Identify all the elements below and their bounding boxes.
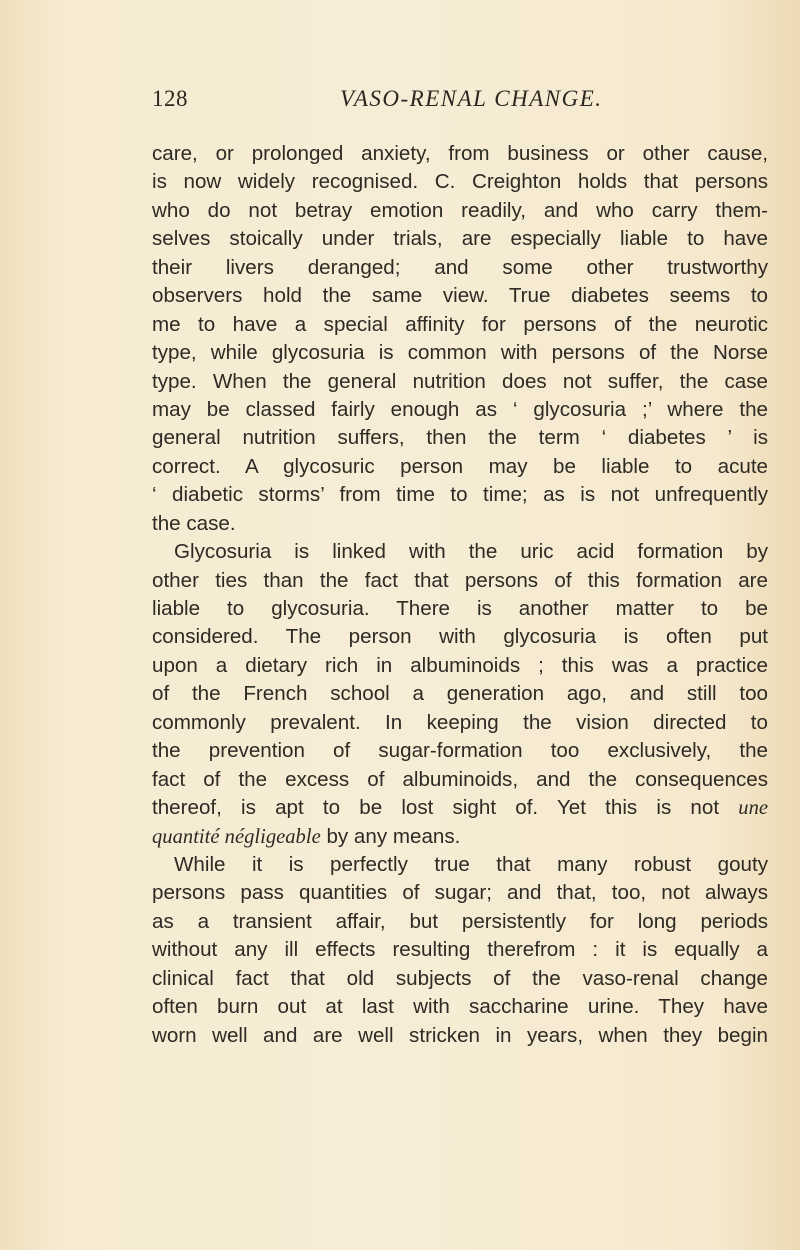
text-line: fact of the excess of albuminoids, and the consequences <box>152 767 768 791</box>
text-line: the prevention of sugar-formation too exclusively, the <box>152 739 768 763</box>
text-line: of the French school a generation ago, and still too <box>152 682 768 706</box>
text-line: liable to glycosuria. There is another matter to be <box>152 597 768 620</box>
text-line: as a transient affair, but persistently for long periods <box>152 909 768 933</box>
paragraph-start-line: Glycosuria is linked with the uric acid formation by <box>174 540 768 564</box>
text-line: may be classed fairly enough as ‘ glycosuria ;’ where the <box>152 397 768 421</box>
text-line: often burn out at last with saccharine urine. They have <box>152 995 768 1019</box>
running-title: VASO-RENAL CHANGE. <box>340 86 603 111</box>
text-line: commonly prevalent. In keeping the vision directed to <box>152 710 768 734</box>
text-line: is now widely recognised. C. Creighton holds that persons <box>152 170 768 194</box>
text-line: the case. <box>152 511 236 535</box>
text-line: persons pass quantities of sugar; and that, too, not always <box>152 881 768 905</box>
text-line: type, while glycosuria is common with persons of the Norse <box>152 341 768 365</box>
text-line: me to have a special affinity for persons of the neurotic <box>152 312 768 336</box>
text-segment: by any means. <box>326 824 461 848</box>
text-line: type. When the general nutrition does not suffer, the case <box>152 369 768 393</box>
italic-phrase: une <box>738 797 768 820</box>
text-line: without any ill effects resulting therefrom : it is equally a <box>152 938 768 962</box>
text-line: correct. A glycosuric person may be liable to acute <box>152 454 768 478</box>
text-line: their livers deranged; and some other trustworthy <box>152 255 768 279</box>
text-line: care, or prolonged anxiety, from business or other cause, <box>152 142 768 165</box>
text-line <box>152 794 768 822</box>
paragraph-start-line: While it is perfectly true that many robust gouty <box>174 852 768 876</box>
text-line: upon a dietary rich in albuminoids ; this was a practice <box>152 653 768 677</box>
text-line: general nutrition suffers, then the term ‘ diabetes ’ is <box>152 426 768 450</box>
text-line: selves stoically under trials, are especially liable to have <box>152 227 768 251</box>
italic-phrase: quantité négligeable <box>152 825 321 848</box>
text-line: observers hold the same view. True diabetes seems to <box>152 284 768 308</box>
text-line: who do not betray emotion readily, and who carry them- <box>152 198 768 222</box>
page-header <box>152 86 772 116</box>
text-line: other ties than the fact that persons of this formation are <box>152 568 768 592</box>
text-line: clinical fact that old subjects of the vaso-renal change <box>152 966 768 990</box>
body-text <box>152 140 768 1050</box>
text-line <box>152 823 768 851</box>
text-line: worn well and are well stricken in years, when they begin <box>152 1023 768 1047</box>
text-line: considered. The person with glycosuria is often put <box>152 625 768 649</box>
page-number: 128 <box>152 86 188 111</box>
text-line: ‘ diabetic storms’ from time to time; as is not unfrequently <box>152 483 768 507</box>
text-segment: thereof, is apt to be lost sight of. Yet this is not <box>152 796 720 820</box>
